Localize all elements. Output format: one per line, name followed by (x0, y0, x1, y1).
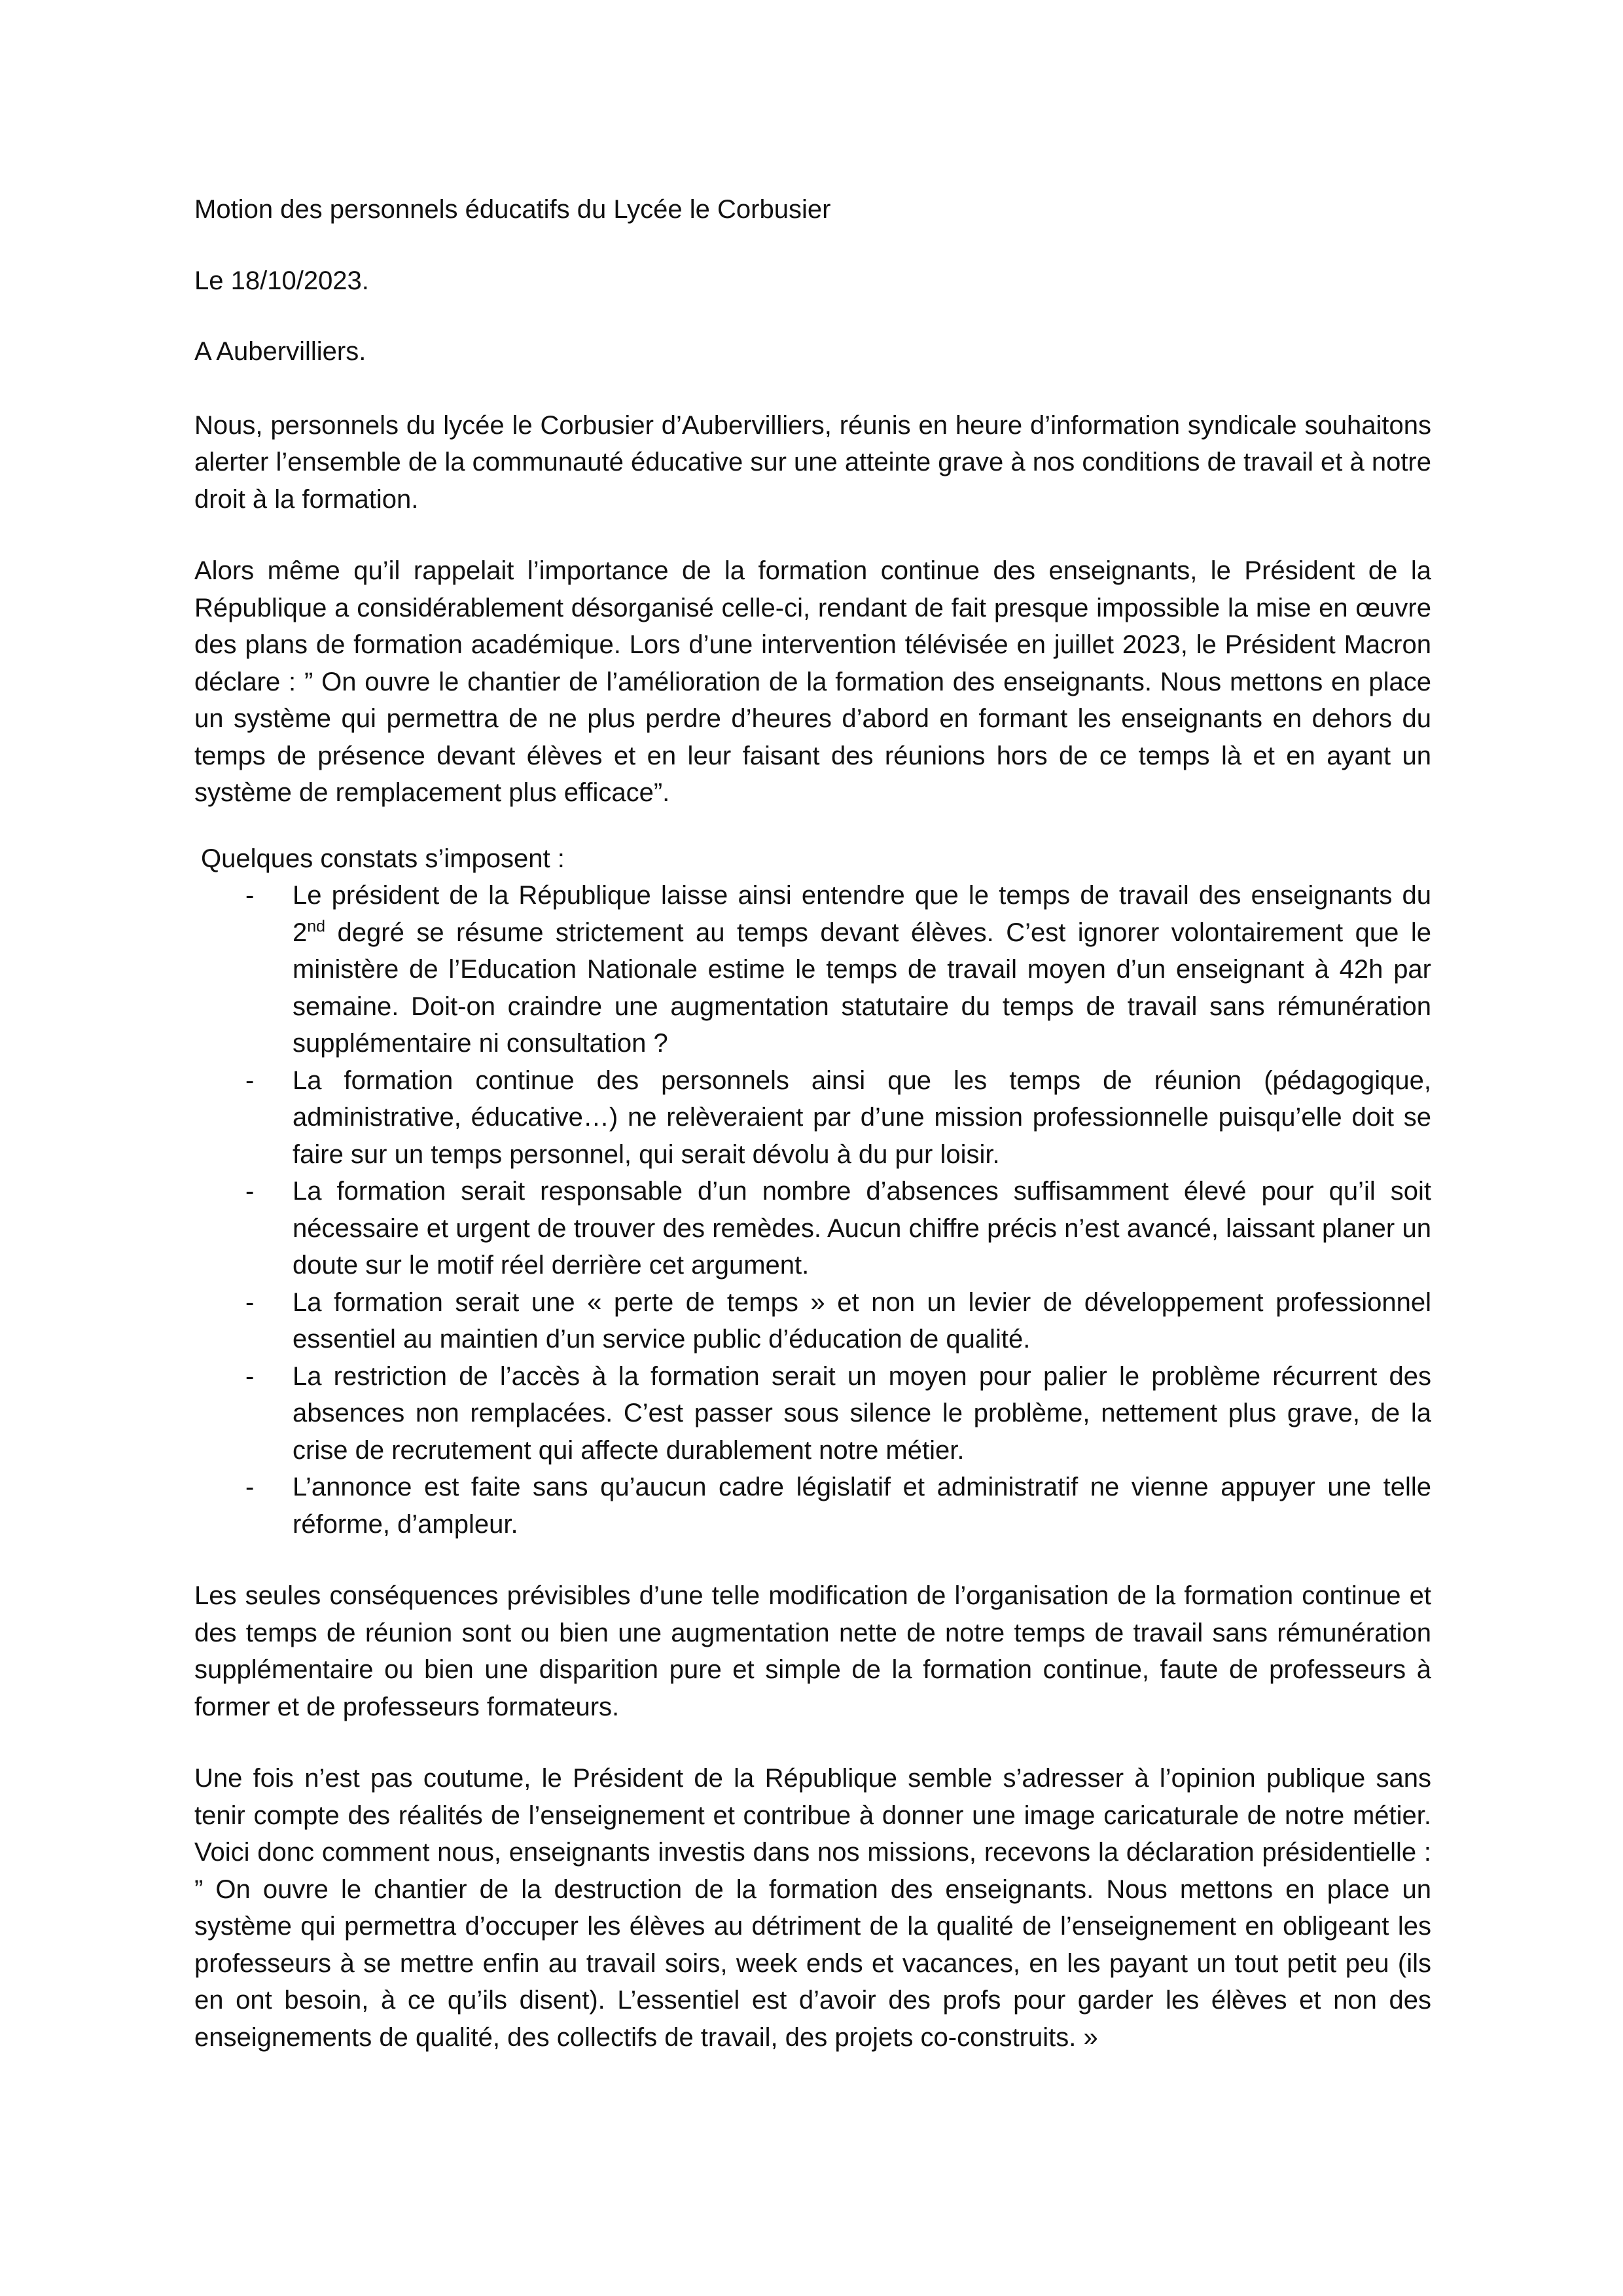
list-item (194, 1173, 1431, 1284)
paragraph-conclusion: Une fois n’est pas coutume, le Président de la République semble s’adresser à l’opinion publique sans tenir compte des réalités de l’enseignement et contribue à donner une image caricaturale de notre métier. Voici donc comment nous, enseignants investis dans nos missions, recevons la déclaration présidentielle : ” On ouvre le chantier de la destruction de la formation des enseignants. Nous mettons en place un système qui permettra d’occuper les élèves au détriment de la qualité de l’enseignement en obligeant les professeurs à se mettre enfin au travail soirs, week ends et vacances, en les payant un tout petit peu (ils en ont besoin, à ce qu’ils disent). L’essentiel est d’avoir des profs pour garder les élèves et non des enseignements de qualité, des collectifs de travail, des projets co-construits. » (194, 1764, 1431, 2052)
list-item (194, 1358, 1431, 1469)
list-item (194, 1062, 1431, 1174)
list-item (194, 877, 1431, 1062)
paragraph-intro: Nous, personnels du lycée le Corbusier d’Aubervilliers, réunis en heure d’information syndicale souhaitons alerter l’ensemble de la communauté éducative sur une atteinte grave à nos conditions de travail et à notre droit à la formation. (194, 410, 1431, 514)
list-item-text-part-b: degré se résume strictement au temps devant élèves. C’est ignorer volontairement que le ministère de l’Education Nationale estime le temps de travail moyen d’un enseignant à 42h par semaine. Doit-on craindre une augmentation statutaire du temps de travail sans rémunération supplémentaire ni consultation ? (293, 918, 1431, 1058)
date-line: Le 18/10/2023. (194, 266, 369, 295)
bullet-marker: - (245, 1287, 255, 1317)
paragraph-context: Alors même qu’il rappelait l’importance de la formation continue des enseignants, le Président de la République a considérablement désorganisé celle-ci, rendant de fait presque impossible la mise en œuvre des plans de formation académique. Lors d’une intervention télévisée en juillet 2023, le Président Macron déclare : ” On ouvre le chantier de l’amélioration de la formation des enseignants. Nous mettons en place un système qui permettra de ne plus perdre d’heures d’abord en formant les enseignants en dehors du temps de présence devant élèves et en leur faisant des réunions hors de ce temps là et en ayant un système de remplacement plus efficace”. (194, 556, 1431, 807)
bullet-marker: - (245, 1361, 255, 1391)
bullet-marker: - (245, 1473, 255, 1501)
constats-list (194, 877, 1431, 1543)
bullet-marker: - (245, 1066, 255, 1095)
bullet-marker: - (245, 881, 255, 910)
document-title: Motion des personnels éducatifs du Lycée le Corbusier (194, 195, 831, 224)
paragraph-consequences: Les seules conséquences prévisibles d’une telle modification de l’organisation de la formation continue et des temps de réunion sont ou bien une augmentation nette de notre temps de travail sans rémunération supplémentaire ou bien une disparition pure et simple de la formation continue, faute de professeurs à former et de professeurs formateurs. (194, 1581, 1431, 1721)
list-item-text: La formation serait une « perte de temps » et non un levier de développement professionnel essentiel au maintien d’un service public d’éducation de qualité. (293, 1287, 1431, 1354)
bullet-marker: - (245, 1177, 255, 1206)
superscript-ordinal: nd (307, 917, 326, 936)
document-body (194, 191, 1431, 2056)
list-item (194, 1284, 1431, 1358)
list-item-text: La formation serait responsable d’un nombre d’absences suffisamment élevé pour qu’il soit nécessaire et urgent de trouver des remèdes. Aucun chiffre précis n’est avancé, laissant planer un doute sur le motif réel derrière cet argument. (293, 1177, 1431, 1280)
list-item-text-part-a: Le président de la République laisse ainsi entendre que le temps de travail des enseignants du 2 (293, 881, 1431, 947)
list-item-text: La restriction de l’accès à la formation serait un moyen pour palier le problème récurrent des absences non remplacées. C’est passer sous silence le problème, nettement plus grave, de la crise de recrutement qui affecte durablement notre métier. (293, 1361, 1431, 1465)
list-item-text: L’annonce est faite sans qu’aucun cadre législatif et administratif ne vienne appuyer une telle réforme, d’ampleur. (293, 1473, 1431, 1539)
constats-heading: Quelques constats s’imposent : (201, 844, 565, 873)
place-line: A Aubervilliers. (194, 337, 366, 366)
list-item (194, 1469, 1431, 1543)
list-item-text: La formation continue des personnels ainsi que les temps de réunion (pédagogique, administrative, éducative…) ne relèveraient par d’une mission professionnelle puisqu’elle doit se faire sur un temps personnel, qui serait dévolu à du pur loisir. (293, 1066, 1431, 1169)
